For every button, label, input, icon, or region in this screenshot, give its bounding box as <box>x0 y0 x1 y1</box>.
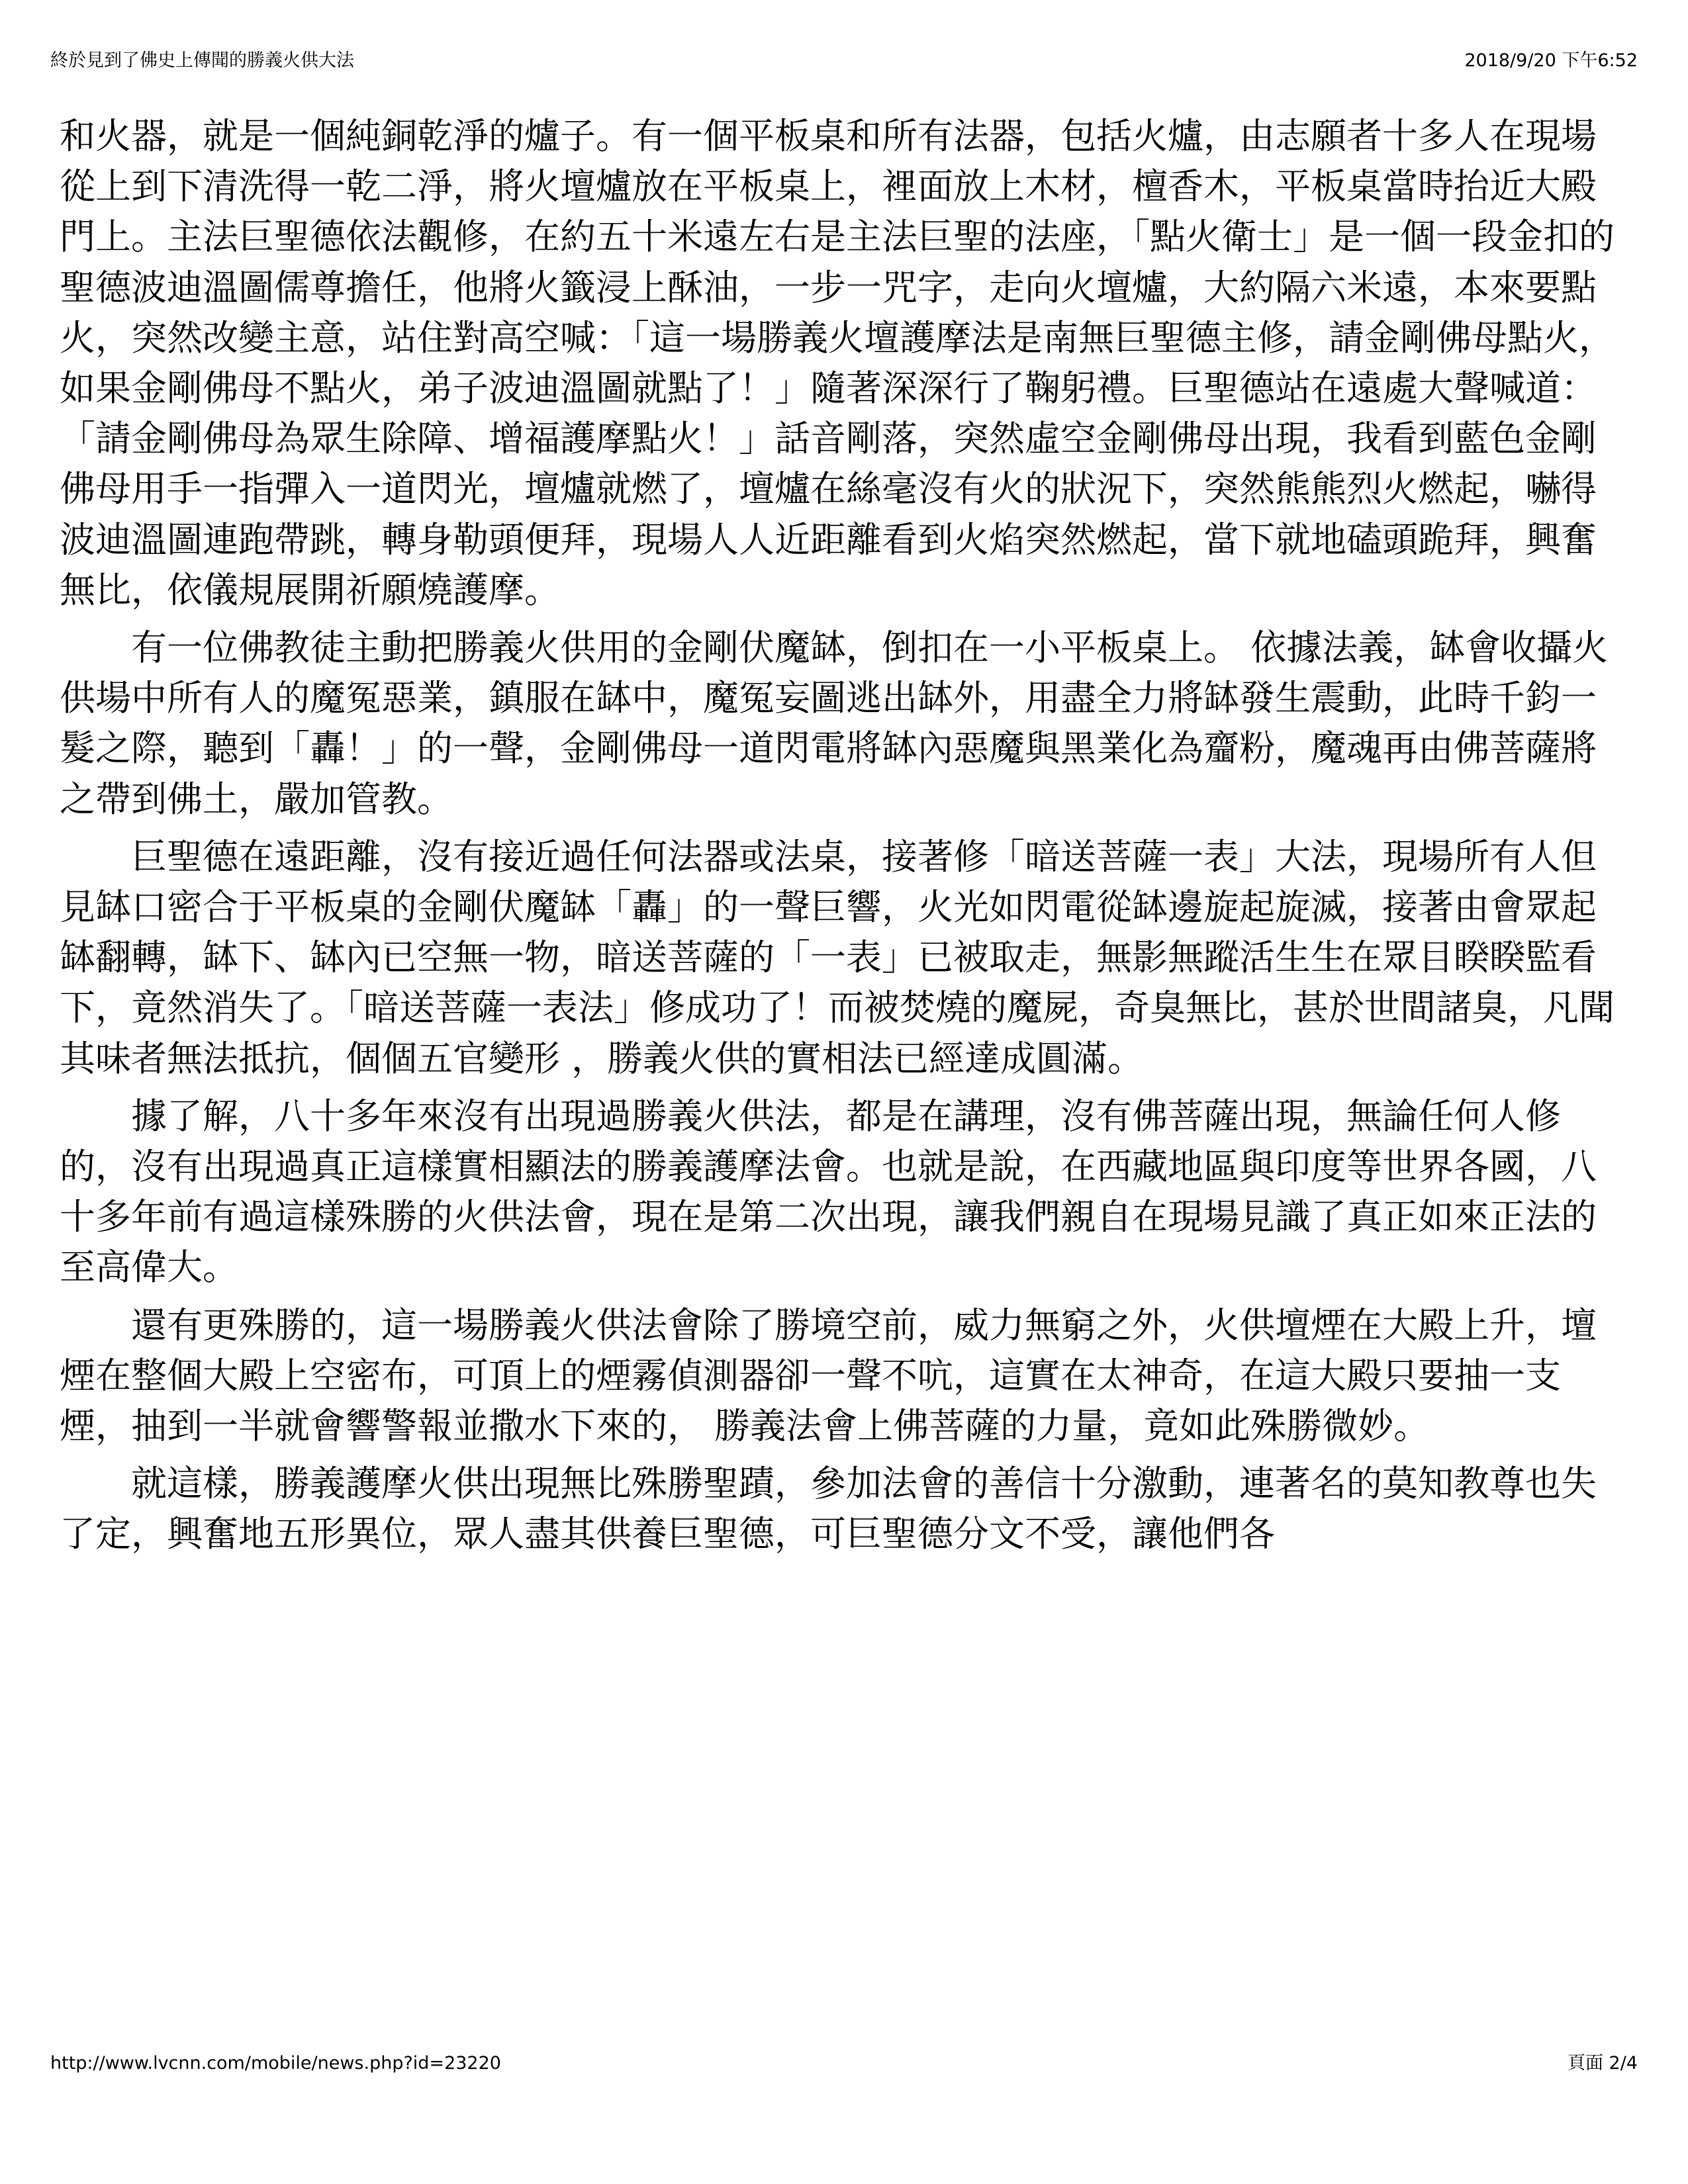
paragraph-6: 就這樣，勝義護摩火供出現無比殊勝聖蹟，參加法會的善信十分激動，連著名的莫知教尊也失了定，興奮地五形異位，眾人盡其供養巨聖德，可巨聖德分文不受，讓他們各 <box>60 1463 1597 1555</box>
page-number: 頁面 2/4 <box>1567 2053 1638 2073</box>
paragraph-1: 和火器，就是一個純銅乾淨的爐子。有一個平板桌和所有法器，包括火爐，由志願者十多人在現場從上到下清洗得一乾二淨，將火壇爐放在平板桌上，裡面放上木材，檀香木，平板桌當時抬近大殿門上。主法巨聖德依法觀修，在約五十米遠左右是主法巨聖的法座，「點火衛士」是一個一段金扣的聖德波迪溫圖儒尊擔任，他將火籤浸上酥油，一步一咒字，走向火壇爐，大約隔六米遠，本來要點火，突然改變主意，站住對高空喊：「這一場勝義火壇護摩法是南無巨聖德主修，請金剛佛母點火，如果金剛佛母不點火，弟子波迪溫圖就點了！」隨著深深行了鞠躬禮。巨聖德站在遠處大聲喊道：「請金剛佛母為眾生除障、增福護摩點火！」話音剛落，突然虛空金剛佛母出現，我看到藍色金剛佛母用手一指彈入一道閃光，壇爐就燃了，壇爐在絲毫沒有火的狀況下，突然熊熊烈火燃起，嚇得波迪溫圖連跑帶跳，轉身勒頭便拜，現場人人近距離看到火焰突然燃起，當下就地磕頭跪拜，興奮無比，依儀規展開祈願燒護摩。 <box>60 115 1615 611</box>
paragraph-3: 巨聖德在遠距離，沒有接近過任何法器或法桌，接著修「暗送菩薩一表」大法，現場所有人但見缽口密合于平板桌的金剛伏魔缽「轟」的一聲巨響，火光如閃電從缽邊旋起旋滅，接著由會眾起缽翻轉，缽下、缽內已空無一物，暗送菩薩的「一表」已被取走，無影無蹤活生生在眾目睽睽監看下，竟然消失了。「暗送菩薩一表法」修成功了！而被焚燒的魔屍，奇臭無比，甚於世間諸臭，凡聞其味者無法抵抗，個個五官變形 ，勝義火供的實相法已經達成圓滿。 <box>60 835 1615 1079</box>
paragraph-2: 有一位佛教徒主動把勝義火供用的金剛伏魔缽，倒扣在一小平板桌上。 依據法義，缽會收攝火供場中所有人的魔冤惡業，鎮服在缽中，魔冤妄圖逃出缽外，用盡全力將缽發生震動，此時千鈞一髮之際，聽到「轟！」的一聲，金剛佛母一道閃電將缽內惡魔與黑業化為齏粉，魔魂再由佛菩薩將之帶到佛土，嚴加管教。 <box>60 627 1609 820</box>
print-header <box>50 48 1638 74</box>
paragraph-4: 據了解，八十多年來沒有出現過勝義火供法，都是在講理，沒有佛菩薩出現，無論任何人修的，沒有出現過真正這樣實相顯法的勝義護摩法會。也就是說，在西藏地區與印度等世界各國，八十多年前有過這樣殊勝的火供法會，現在是第二次出現，讓我們親自在現場見識了真正如來正法的至高偉大。 <box>60 1095 1597 1289</box>
print-datetime: 2018/9/20 下午6:52 <box>1464 50 1638 71</box>
page-title: 終於見到了佛史上傳聞的勝義火供大法 <box>50 50 354 71</box>
print-footer <box>50 2050 1638 2077</box>
paragraph-5: 還有更殊勝的，這一場勝義火供法會除了勝境空前，威力無窮之外，火供壇煙在大殿上升，壇煙在整個大殿上空密布，可頂上的煙霧偵測器卻一聲不吭，這實在太神奇，在這大殿只要抽一支煙，抽到一半就會響警報並撒水下來的， 勝義法會上佛菩薩的力量，竟如此殊勝微妙。 <box>60 1304 1597 1447</box>
article-body <box>60 111 1628 1560</box>
source-url: http://www.lvcnn.com/mobile/news.php?id=23220 <box>50 2053 501 2073</box>
